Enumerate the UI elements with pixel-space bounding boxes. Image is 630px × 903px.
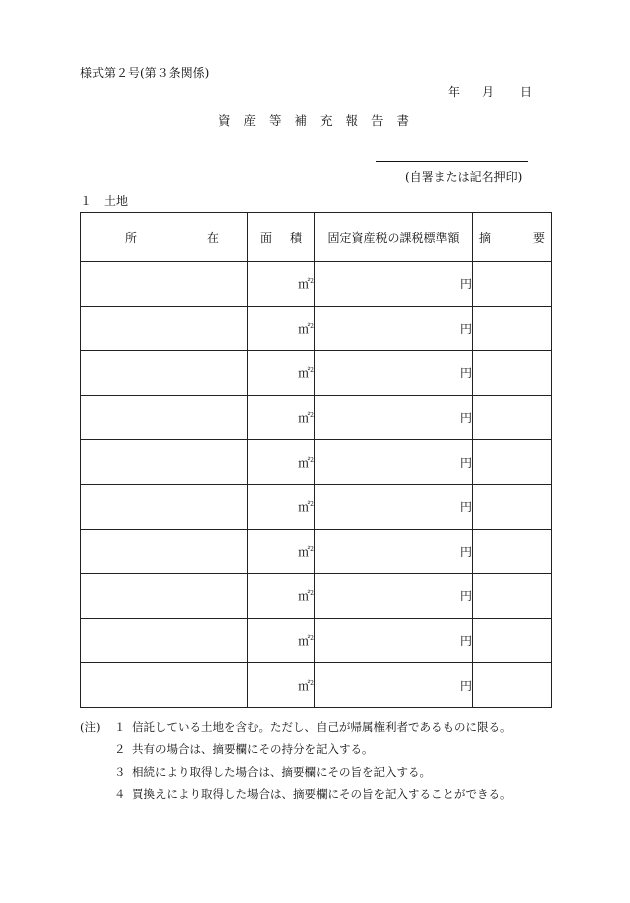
yen-unit: 円: [459, 277, 472, 292]
note-item: [80, 783, 512, 805]
location-cell[interactable]: [81, 529, 248, 574]
area-unit-superscript: 2: [310, 679, 314, 687]
header-value: 固定資産税の課税標準額: [315, 213, 473, 262]
value-cell[interactable]: [315, 351, 473, 396]
area-cell[interactable]: [248, 440, 315, 485]
note-cell[interactable]: [473, 529, 552, 574]
table-row: [81, 663, 552, 708]
area-cell[interactable]: [248, 529, 315, 574]
area-cell[interactable]: [248, 262, 315, 307]
location-cell[interactable]: [81, 306, 248, 351]
location-cell[interactable]: [81, 574, 248, 619]
table-row: [81, 484, 552, 529]
table-row: [81, 618, 552, 663]
note-cell[interactable]: [473, 262, 552, 307]
area-unit: ㎡: [298, 277, 311, 292]
value-cell[interactable]: [315, 484, 473, 529]
value-cell[interactable]: [315, 574, 473, 619]
area-unit: ㎡: [298, 544, 311, 559]
note-text: 共有の場合は、摘要欄にその持分を記入する。: [132, 742, 374, 757]
yen-unit: 円: [459, 366, 472, 381]
location-cell[interactable]: [81, 395, 248, 440]
location-cell[interactable]: [81, 351, 248, 396]
area-unit-superscript: 2: [310, 322, 314, 330]
note-number: １: [114, 720, 126, 734]
note-text: 相続により取得した場合は、摘要欄にその旨を記入する。: [132, 764, 431, 779]
note-number: ３: [114, 764, 126, 779]
area-unit: ㎡: [298, 634, 311, 649]
note-text: 買換えにより取得した場合は、摘要欄にその旨を記入することができる。: [132, 786, 512, 801]
yen-unit: 円: [459, 589, 472, 604]
value-cell[interactable]: [315, 663, 473, 708]
document-title: 資産等補充報告書: [218, 113, 423, 128]
area-unit: ㎡: [298, 678, 311, 693]
table-row: [81, 395, 552, 440]
table-row: [81, 262, 552, 307]
table-row: [81, 440, 552, 485]
area-cell[interactable]: [248, 351, 315, 396]
table-row: [81, 529, 552, 574]
date-line: [448, 83, 532, 100]
area-cell[interactable]: [248, 574, 315, 619]
date-year-label: 年: [448, 85, 461, 99]
area-cell[interactable]: [248, 618, 315, 663]
note-item: [80, 738, 512, 760]
area-unit: ㎡: [298, 500, 311, 515]
yen-unit: 円: [459, 634, 472, 649]
location-cell[interactable]: [81, 262, 248, 307]
yen-unit: 円: [459, 411, 472, 426]
notes-prefix: (注): [80, 720, 101, 734]
area-unit: ㎡: [298, 321, 311, 336]
value-cell[interactable]: [315, 618, 473, 663]
area-cell[interactable]: [248, 663, 315, 708]
area-unit-superscript: 2: [310, 456, 314, 464]
form-number: 様式第２号(第３条関係): [80, 66, 210, 80]
value-cell[interactable]: [315, 306, 473, 351]
signature-label: (自署または記名押印): [405, 170, 523, 184]
area-unit-superscript: 2: [310, 590, 314, 598]
note-cell[interactable]: [473, 484, 552, 529]
value-cell[interactable]: [315, 262, 473, 307]
yen-unit: 円: [459, 321, 472, 336]
table-header-row: [81, 213, 552, 262]
value-cell[interactable]: [315, 395, 473, 440]
yen-unit: 円: [459, 455, 472, 470]
note-item: [80, 716, 512, 738]
table-row: [81, 306, 552, 351]
note-cell[interactable]: [473, 663, 552, 708]
header-note-a: 摘: [479, 230, 492, 245]
header-location-a: 所: [125, 230, 138, 245]
location-cell[interactable]: [81, 484, 248, 529]
note-number: ２: [114, 742, 126, 757]
note-number: ４: [114, 786, 126, 801]
location-cell[interactable]: [81, 663, 248, 708]
header-note-b: 要: [532, 230, 545, 245]
header-note: [473, 213, 552, 262]
header-area-a: 面: [260, 230, 273, 245]
area-unit: ㎡: [298, 589, 311, 604]
header-area-b: 積: [289, 230, 302, 245]
signature-line[interactable]: [376, 161, 528, 162]
area-unit-superscript: 2: [310, 278, 314, 286]
area-unit-superscript: 2: [310, 501, 314, 509]
value-cell[interactable]: [315, 440, 473, 485]
area-cell[interactable]: [248, 395, 315, 440]
value-cell[interactable]: [315, 529, 473, 574]
note-cell[interactable]: [473, 618, 552, 663]
area-unit-superscript: 2: [310, 545, 314, 553]
land-table: [80, 212, 552, 708]
yen-unit: 円: [459, 544, 472, 559]
date-day-label: 日: [520, 85, 533, 99]
area-unit: ㎡: [298, 366, 311, 381]
note-cell[interactable]: [473, 395, 552, 440]
location-cell[interactable]: [81, 618, 248, 663]
area-unit-superscript: 2: [310, 412, 314, 420]
header-location-b: 在: [206, 230, 219, 245]
area-cell[interactable]: [248, 306, 315, 351]
yen-unit: 円: [459, 678, 472, 693]
area-unit: ㎡: [298, 411, 311, 426]
table-row: [81, 351, 552, 396]
note-cell[interactable]: [473, 306, 552, 351]
area-unit: ㎡: [298, 455, 311, 470]
note-text: 信託している土地を含む。ただし、自己が帰属権利者であるものに限る。: [132, 720, 512, 734]
note-cell[interactable]: [473, 351, 552, 396]
header-area: [248, 213, 315, 262]
note-cell[interactable]: [473, 440, 552, 485]
note-item: [80, 761, 512, 783]
area-unit-superscript: 2: [310, 367, 314, 375]
header-location: [81, 213, 248, 262]
notes: [80, 716, 512, 805]
section-label-land: １ 土地: [80, 194, 129, 208]
table-row: [81, 574, 552, 619]
date-month-label: 月: [482, 85, 495, 99]
area-cell[interactable]: [248, 484, 315, 529]
note-cell[interactable]: [473, 574, 552, 619]
area-unit-superscript: 2: [310, 635, 314, 643]
yen-unit: 円: [459, 500, 472, 515]
location-cell[interactable]: [81, 440, 248, 485]
